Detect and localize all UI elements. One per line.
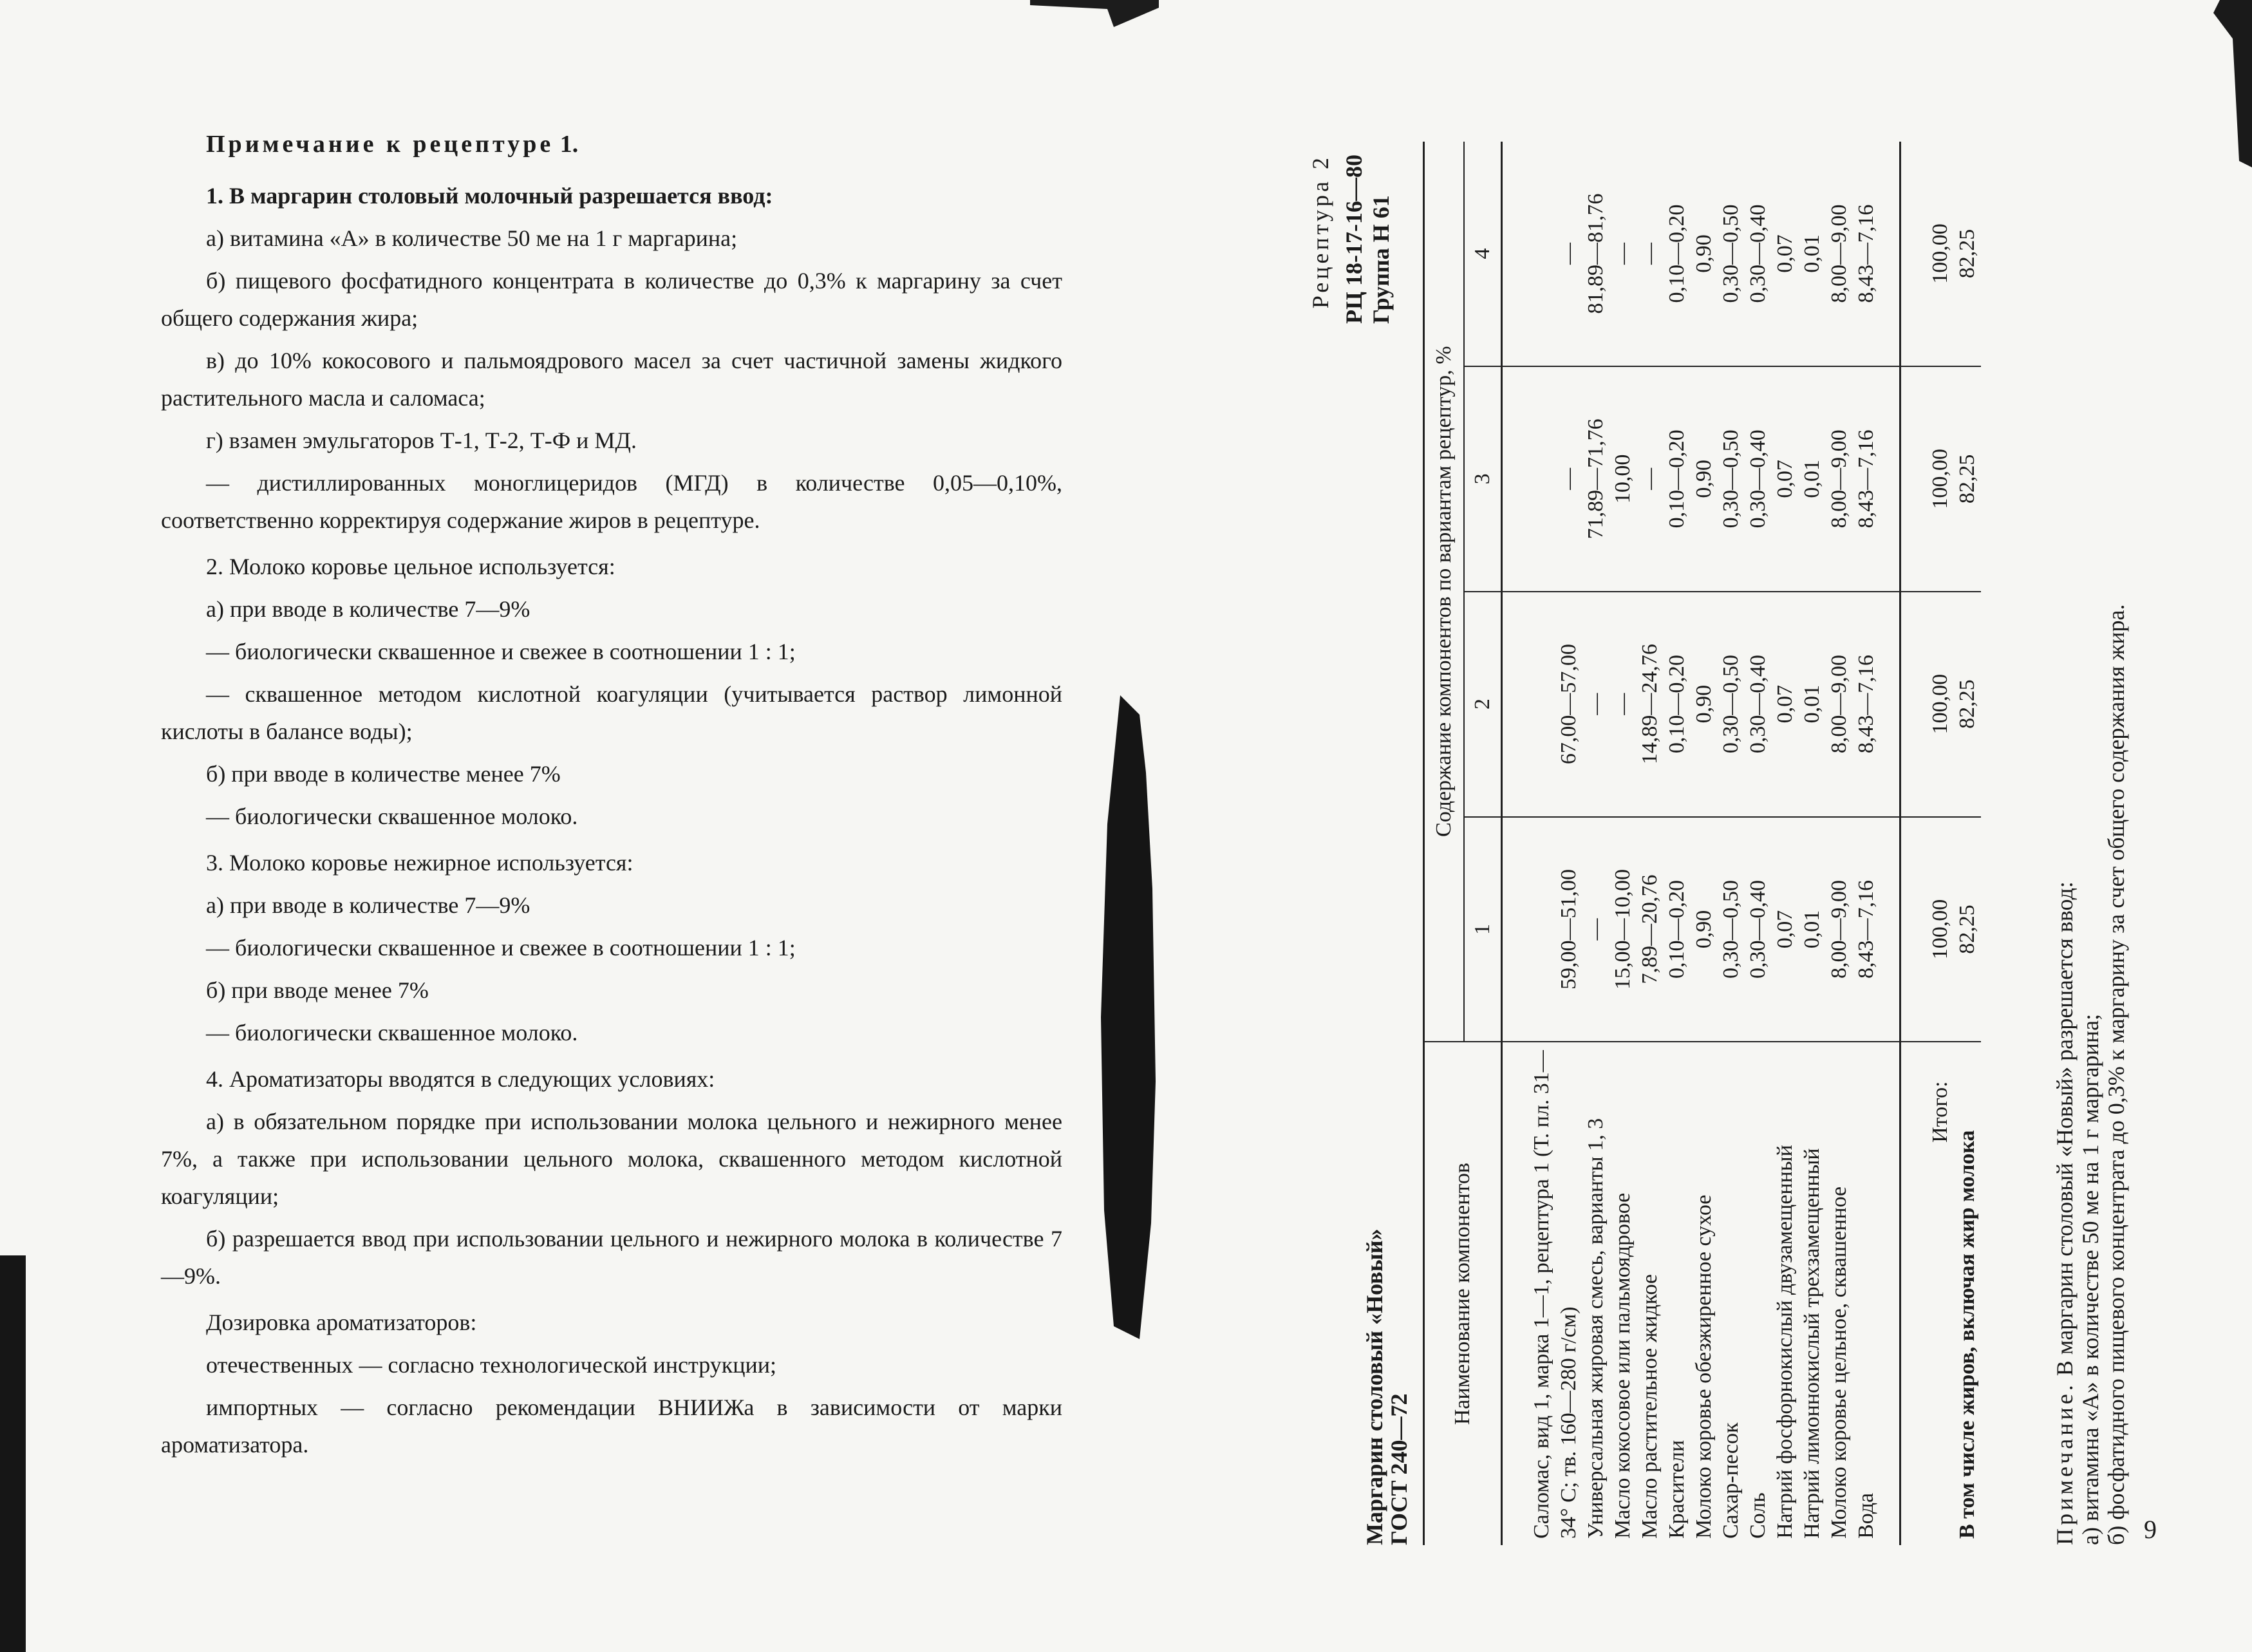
value-cell: — bbox=[1582, 592, 1609, 817]
note-line: а) витамина «А» в количестве 50 ме на 1 г маргарина; bbox=[2078, 1013, 2103, 1545]
value-cell: 0,01 bbox=[1800, 234, 1824, 273]
recipe-note bbox=[2052, 97, 2129, 1545]
value-cell: 0,10—0,20 bbox=[1664, 366, 1691, 592]
component-name: Натрий фосфорнокислый двузамещенный bbox=[1772, 1042, 1799, 1545]
table-row bbox=[1637, 142, 1664, 1545]
variant-header: 4 bbox=[1464, 142, 1502, 366]
col-group-header: Содержание компонентов по вариантам рецептур, % bbox=[1424, 142, 1465, 1042]
note-title bbox=[206, 126, 1062, 163]
component-name: Сахар-песок bbox=[1718, 1042, 1745, 1545]
value-cell: 8,43—7,16 bbox=[1853, 142, 1900, 366]
component-name: Красители bbox=[1664, 1042, 1691, 1545]
value-cell: 0,90 bbox=[1692, 234, 1716, 273]
value-cell: 14,89—24,76 bbox=[1637, 592, 1664, 817]
note-intro: В маргарин столовый «Новый» разрешается ввод: bbox=[2052, 881, 2078, 1376]
note-title-number: 1. bbox=[559, 131, 579, 158]
recipe-doc: РЦ 18-17-16—80 bbox=[1341, 155, 1367, 324]
table-row bbox=[1718, 142, 1745, 1545]
fat-label: В том числе жиров, включая жир молока bbox=[1954, 1042, 1981, 1545]
total-row bbox=[1900, 142, 1955, 1545]
paragraph: г) взамен эмульгаторов Т-1, Т-2, Т-Ф и МД. bbox=[206, 427, 637, 453]
table-row bbox=[1664, 142, 1691, 1545]
value-cell: 0,30—0,40 bbox=[1745, 366, 1772, 592]
value-cell: 8,43—7,16 bbox=[1853, 817, 1900, 1042]
recipe-header bbox=[1300, 97, 1423, 1545]
component-name: Вода bbox=[1853, 1042, 1900, 1545]
paragraph: — биологически сквашенное и свежее в соотношении 1 : 1; bbox=[206, 639, 796, 664]
value-cell: 81,89—81,76 bbox=[1584, 193, 1608, 314]
value-cell: 0,01 bbox=[1799, 592, 1826, 817]
component-name: Масло кокосовое или пальмоядровое bbox=[1609, 1042, 1637, 1545]
fat-value: 82,25 bbox=[1954, 592, 1981, 817]
table-row bbox=[1502, 142, 1583, 1545]
component-name: Саломас, вид 1, марка 1—1, рецептура 1 (Т. пл. 31—34° С; тв. 160—280 г/см) bbox=[1502, 1042, 1583, 1545]
recipe-title: Рецептура 2 bbox=[1308, 155, 1333, 309]
paragraph: б) разрешается ввод при использовании цельного и нежирного молока в количестве 7—9%. bbox=[161, 1226, 1062, 1289]
value-cell: — bbox=[1638, 242, 1662, 265]
table-row bbox=[1691, 142, 1718, 1545]
value-cell: 0,90 bbox=[1691, 817, 1718, 1042]
value-cell: — bbox=[1582, 817, 1609, 1042]
total-value: 100,00 bbox=[1900, 817, 1955, 1042]
component-name: Молоко коровье обезжиренное сухое bbox=[1691, 1042, 1718, 1545]
paragraph: — сквашенное методом кислотной коагуляции (учитывается раствор лимонной кислоты в балансе воды); bbox=[161, 681, 1062, 744]
value-cell: 0,30—0,50 bbox=[1718, 592, 1745, 817]
value-cell: 7,89—20,76 bbox=[1637, 817, 1664, 1042]
value-cell: — bbox=[1637, 366, 1664, 592]
fat-value: 82,25 bbox=[1954, 366, 1981, 592]
paragraph: в) до 10% кокосового и пальмоядрового масел за счет частичной замены жидкого растительного масла и саломаса; bbox=[161, 348, 1062, 411]
paragraph: б) при вводе в количестве менее 7% bbox=[206, 761, 561, 787]
paragraph: а) витамина «А» в количестве 50 ме на 1 г маргарина; bbox=[206, 225, 738, 251]
paragraph: — дистиллированных моноглицеридов (МГД) в количестве 0,05—0,10%, соответственно корректируя содержание жиров в рецептуре. bbox=[161, 470, 1062, 533]
paragraph: — биологически сквашенное и свежее в соотношении 1 : 1; bbox=[206, 935, 796, 961]
paragraph: 3. Молоко коровье нежирное используется: bbox=[206, 850, 633, 876]
total-value: 100,00 bbox=[1900, 592, 1955, 817]
col-name-header: Наименование компонентов bbox=[1424, 1042, 1502, 1545]
value-cell: 0,30—0,50 bbox=[1718, 817, 1745, 1042]
note-title-label: Примечание к рецептуре bbox=[206, 131, 554, 158]
recipe-table bbox=[1423, 142, 1981, 1545]
value-cell: 0,01 bbox=[1799, 817, 1826, 1042]
paragraph: импортных — согласно рекомендации ВНИИЖа в зависимости от марки ароматизатора. bbox=[161, 1394, 1062, 1458]
value-cell: 0,30—0,40 bbox=[1745, 817, 1772, 1042]
table-row bbox=[1582, 142, 1609, 1545]
value-cell: 8,00—9,00 bbox=[1826, 817, 1853, 1042]
value-cell: 0,07 bbox=[1772, 817, 1799, 1042]
scan-edge-shadow-right bbox=[2213, 0, 2252, 167]
page-number: 9 bbox=[2144, 1515, 2157, 1544]
value-cell: 15,00—10,00 bbox=[1609, 817, 1637, 1042]
value-cell: 0,30—0,50 bbox=[1718, 366, 1745, 592]
scan-edge-shadow-top bbox=[1030, 0, 1159, 27]
value-cell: 8,00—9,00 bbox=[1827, 204, 1851, 303]
total-value: 100,00 bbox=[1900, 366, 1955, 592]
value-cell: 0,07 bbox=[1773, 234, 1797, 273]
paragraph: 1. В маргарин столовый молочный разрешается ввод: bbox=[206, 183, 773, 209]
value-cell: 0,01 bbox=[1799, 366, 1826, 592]
value-cell: — bbox=[1557, 242, 1581, 265]
value-cell: 0,10—0,20 bbox=[1664, 592, 1691, 817]
table-row bbox=[1745, 142, 1772, 1545]
fat-value: 82,25 bbox=[1954, 817, 1981, 1042]
table-row bbox=[1853, 142, 1900, 1545]
table-row bbox=[1799, 142, 1826, 1545]
component-name: Натрий лимоннокислый трехзамещенный bbox=[1799, 1042, 1826, 1545]
total-label: Итого: bbox=[1900, 1042, 1955, 1545]
right-page bbox=[1300, 97, 2163, 1545]
paragraph: 4. Ароматизаторы вводятся в следующих условиях: bbox=[206, 1066, 715, 1092]
value-cell: 0,10—0,20 bbox=[1664, 817, 1691, 1042]
value-cell: 0,90 bbox=[1691, 592, 1718, 817]
component-name: Соль bbox=[1745, 1042, 1772, 1545]
value-cell: 8,00—9,00 bbox=[1826, 592, 1853, 817]
paragraph: а) при вводе в количестве 7—9% bbox=[206, 596, 530, 622]
variant-header: 3 bbox=[1464, 366, 1502, 592]
book-spine-shadow bbox=[1094, 695, 1156, 1339]
left-page bbox=[161, 126, 1062, 1469]
value-cell: 0,30—0,40 bbox=[1746, 204, 1770, 303]
note-line: б) фосфатидного пищевого концентрата до 0,3% к маргарину за счет общего содержания жира. bbox=[2103, 604, 2129, 1545]
value-cell: — bbox=[1609, 592, 1637, 817]
value-cell: 0,10—0,20 bbox=[1665, 204, 1689, 303]
paragraph: а) при вводе в количестве 7—9% bbox=[206, 892, 530, 918]
value-cell: 8,00—9,00 bbox=[1826, 366, 1853, 592]
paragraph: — биологически сквашенное молоко. bbox=[206, 1020, 578, 1046]
value-cell: — bbox=[1502, 366, 1583, 592]
variant-header: 2 bbox=[1464, 592, 1502, 817]
product-title bbox=[1362, 1228, 1411, 1545]
value-cell: 0,30—0,50 bbox=[1719, 204, 1743, 303]
paragraph: б) при вводе менее 7% bbox=[206, 977, 429, 1003]
fat-row bbox=[1954, 142, 1981, 1545]
value-cell: 10,00 bbox=[1609, 366, 1637, 592]
component-name: Универсальная жировая смесь, варианты 1, 3 bbox=[1582, 1042, 1609, 1545]
recipe-group: Группа Н 61 bbox=[1368, 195, 1394, 324]
value-cell: — bbox=[1611, 242, 1635, 265]
paragraph: Дозировка ароматизаторов: bbox=[206, 1309, 477, 1335]
value-cell: 59,00—51,00 bbox=[1502, 817, 1583, 1042]
table-row bbox=[1826, 142, 1853, 1545]
note-label: Примечание. bbox=[2052, 1382, 2078, 1545]
product-gost: ГОСТ 240—72 bbox=[1386, 1393, 1412, 1545]
variant-header: 1 bbox=[1464, 817, 1502, 1042]
value-cell: 0,90 bbox=[1691, 366, 1718, 592]
scan-edge-shadow-left bbox=[0, 1255, 26, 1652]
component-name: Молоко коровье цельное, сквашенное bbox=[1826, 1042, 1853, 1545]
paragraph: а) в обязательном порядке при использовании молока цельного и нежирного менее 7%, а также при использовании цельного молока, сквашенного методом кислотной коагуляции; bbox=[161, 1109, 1062, 1209]
note-line bbox=[2052, 97, 2078, 1545]
value-cell: 0,07 bbox=[1772, 592, 1799, 817]
value-cell: 0,07 bbox=[1772, 366, 1799, 592]
value-cell: 71,89—71,76 bbox=[1582, 366, 1609, 592]
fat-value: 82,25 bbox=[1955, 229, 1979, 279]
total-value: 100,00 bbox=[1928, 223, 1952, 284]
product-name: Маргарин столовый «Новый» bbox=[1362, 1228, 1387, 1545]
paragraph: б) пищевого фосфатидного концентрата в количестве до 0,3% к маргарину за счет общего содержания жира; bbox=[161, 268, 1062, 331]
value-cell: 0,30—0,40 bbox=[1745, 592, 1772, 817]
recipe-id bbox=[1307, 155, 1394, 324]
value-cell: 67,00—57,00 bbox=[1502, 592, 1583, 817]
component-name: Масло растительное жидкое bbox=[1637, 1042, 1664, 1545]
paragraph: отечественных — согласно технологической инструкции; bbox=[206, 1352, 777, 1378]
value-cell: 8,43—7,16 bbox=[1853, 592, 1900, 817]
paragraph: — биологически сквашенное молоко. bbox=[206, 803, 578, 829]
value-cell: 8,43—7,16 bbox=[1853, 366, 1900, 592]
paragraph: 2. Молоко коровье цельное используется: bbox=[206, 554, 615, 579]
table-row bbox=[1772, 142, 1799, 1545]
table-row bbox=[1609, 142, 1637, 1545]
